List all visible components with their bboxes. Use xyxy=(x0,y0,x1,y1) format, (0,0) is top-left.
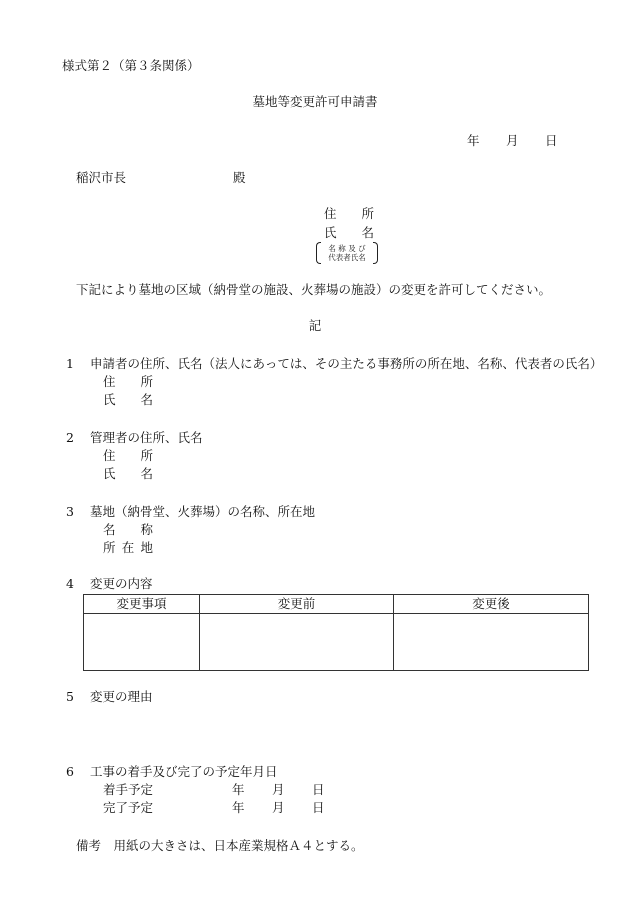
start-month[interactable]: 月 xyxy=(272,782,285,797)
s1-name-char-1: 氏 xyxy=(103,392,116,407)
remarks: 備考 用紙の大きさは、日本産業規格Ａ４とする。 xyxy=(76,838,364,853)
addressee-mayor: 稲沢市長 xyxy=(76,170,127,185)
section-1-number: 1 xyxy=(66,356,74,371)
bracket-line-1: 名 称 及 び xyxy=(328,244,366,253)
s1-address-char-1: 住 xyxy=(103,374,116,389)
table-header-row xyxy=(84,595,589,614)
s2-address-char-1: 住 xyxy=(103,448,116,463)
section-3-facility-name-label[interactable] xyxy=(103,524,153,537)
change-reason-field[interactable] xyxy=(90,710,590,762)
s3-name-char-2: 称 xyxy=(140,522,153,537)
table-row xyxy=(84,614,589,671)
section-2-title: 管理者の住所、氏名 xyxy=(90,430,203,445)
start-day[interactable]: 日 xyxy=(312,782,325,797)
date-month[interactable]: 月 xyxy=(506,133,519,148)
ki-heading: 記 xyxy=(308,318,322,333)
section-5-number: 5 xyxy=(66,689,74,704)
header-change-item: 変更事項 xyxy=(84,595,200,614)
section-6-title: 工事の着手及び完了の予定年月日 xyxy=(90,764,278,779)
s2-name-char-2: 名 xyxy=(140,466,153,481)
form-number: 様式第２（第３条関係） xyxy=(62,58,200,73)
cell-change-item[interactable] xyxy=(84,614,200,671)
document-title: 墓地等変更許可申請書 xyxy=(252,94,378,109)
s1-address-char-2: 所 xyxy=(140,374,153,389)
section-4-title: 変更の内容 xyxy=(90,576,153,591)
section-6-number: 6 xyxy=(66,764,74,779)
date-year[interactable]: 年 xyxy=(467,133,480,148)
section-1-address-label[interactable] xyxy=(103,376,153,389)
section-5-title: 変更の理由 xyxy=(90,689,153,704)
request-text: 下記により墓地の区域（納骨堂の施設、火葬場の施設）の変更を許可してください。 xyxy=(76,282,552,297)
date-day[interactable]: 日 xyxy=(545,133,558,148)
s3-location-char-3: 地 xyxy=(140,540,153,555)
applicant-address-label[interactable] xyxy=(324,208,374,221)
bracket-right xyxy=(373,242,378,264)
section-3-number: 3 xyxy=(66,504,74,519)
s3-location-char-1: 所 xyxy=(103,540,116,555)
s2-name-char-1: 氏 xyxy=(103,466,116,481)
s3-location-char-2: 在 xyxy=(121,540,135,555)
header-before-change: 変更前 xyxy=(200,595,394,614)
change-content-table xyxy=(83,594,589,671)
corporate-name-bracket xyxy=(316,242,378,264)
bracket-text xyxy=(324,244,370,262)
section-1-name-label[interactable] xyxy=(103,394,153,407)
section-2-number: 2 xyxy=(66,430,74,445)
completion-schedule-label: 完了予定 xyxy=(103,800,154,815)
applicant-name-label[interactable] xyxy=(324,227,374,240)
completion-year[interactable]: 年 xyxy=(232,800,245,815)
start-schedule-label: 着手予定 xyxy=(103,782,154,797)
bracket-left xyxy=(316,242,321,264)
section-1-title: 申請者の住所、氏名（法人にあっては、その主たる事務所の所在地、名称、代表者の氏名） xyxy=(90,356,603,371)
applicant-name-char-2: 名 xyxy=(361,225,374,240)
cell-before-change[interactable] xyxy=(200,614,394,671)
section-3-location-label[interactable] xyxy=(103,542,153,555)
section-2-name-label[interactable] xyxy=(103,468,153,481)
applicant-address-char-1: 住 xyxy=(324,206,337,221)
applicant-address-char-2: 所 xyxy=(361,206,374,221)
addressee-honorific: 殿 xyxy=(233,170,246,185)
completion-day[interactable]: 日 xyxy=(312,800,325,815)
start-year[interactable]: 年 xyxy=(232,782,245,797)
s2-address-char-2: 所 xyxy=(140,448,153,463)
section-2-address-label[interactable] xyxy=(103,450,153,463)
cell-after-change[interactable] xyxy=(394,614,589,671)
section-4-number: 4 xyxy=(66,576,74,591)
bracket-line-2: 代表者氏名 xyxy=(328,253,366,262)
s1-name-char-2: 名 xyxy=(140,392,153,407)
applicant-name-char-1: 氏 xyxy=(324,225,337,240)
section-3-title: 墓地（納骨堂、火葬場）の名称、所在地 xyxy=(90,504,316,519)
completion-month[interactable]: 月 xyxy=(272,800,285,815)
header-after-change: 変更後 xyxy=(394,595,589,614)
s3-name-char-1: 名 xyxy=(103,522,116,537)
